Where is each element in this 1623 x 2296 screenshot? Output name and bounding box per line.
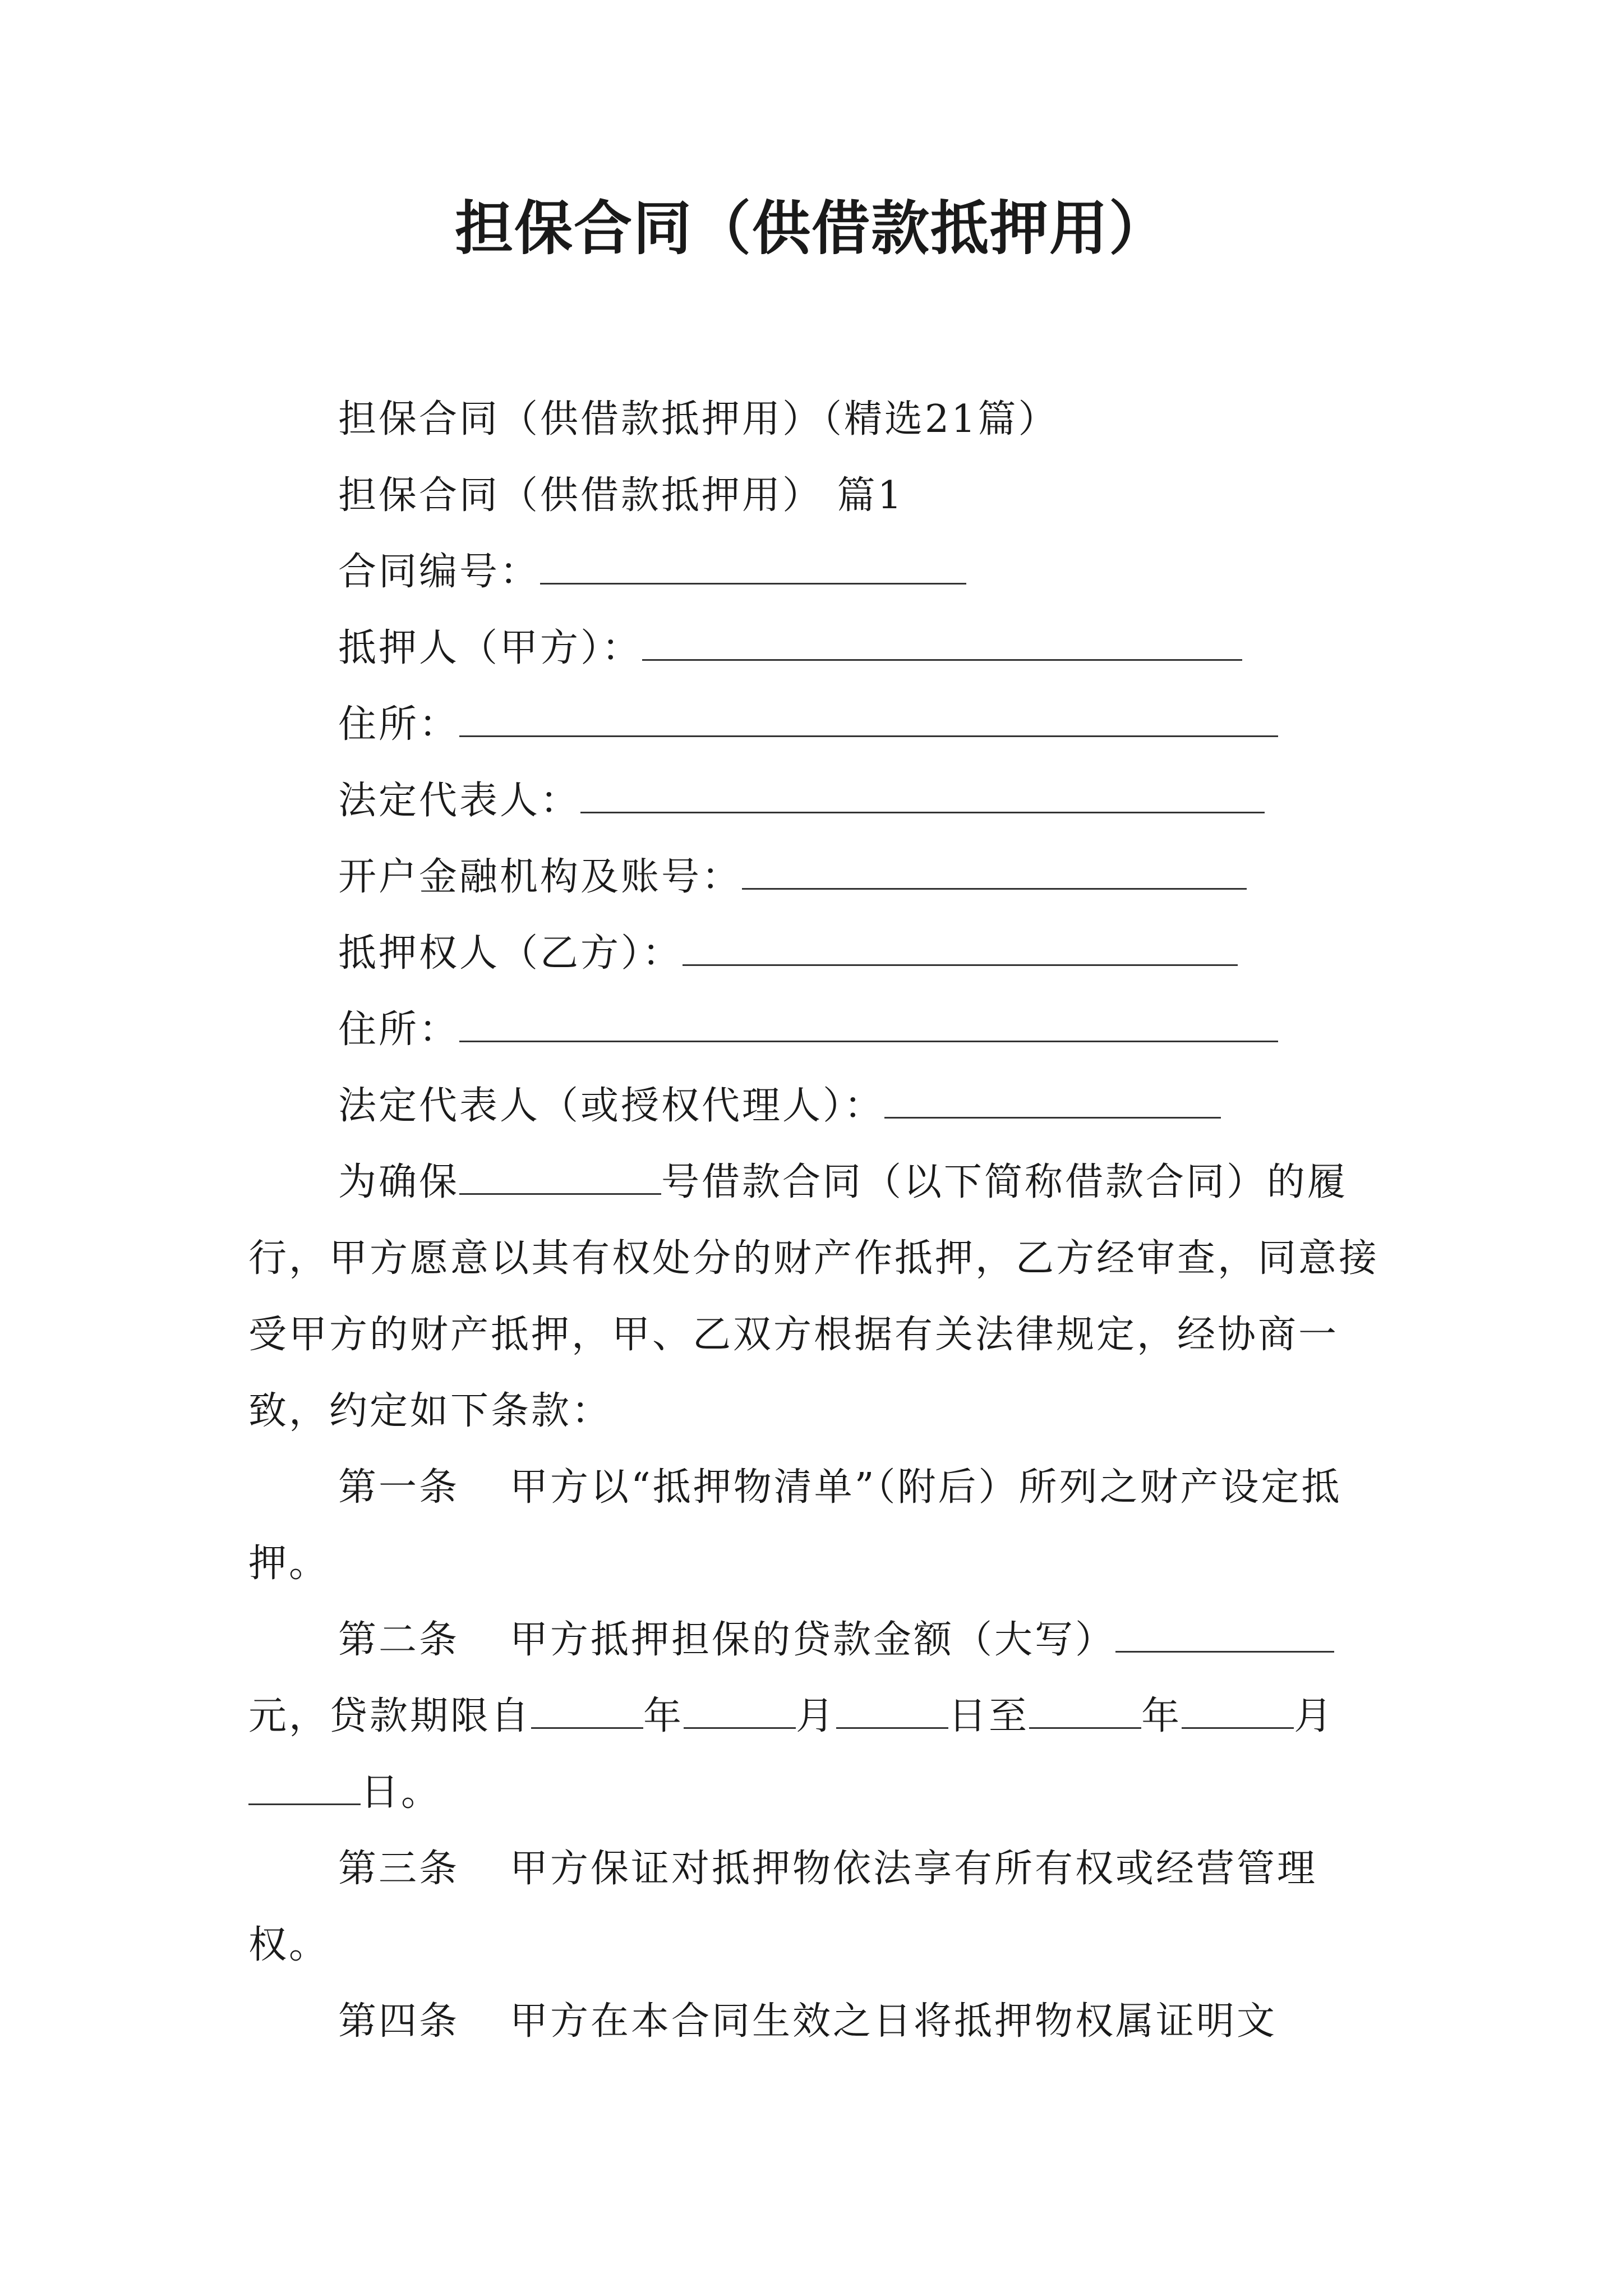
amount-blank[interactable] — [1115, 1612, 1334, 1653]
article-3 — [248, 1831, 1393, 1984]
field-label: 开户金融机构及账号： — [338, 855, 743, 899]
year-label: 年 — [643, 1694, 684, 1738]
field-label: 法定代表人： — [338, 779, 581, 823]
article-2 — [248, 1602, 1393, 1831]
field-mortgagee-address — [248, 992, 1393, 1068]
preamble-prefix: 为确保 — [338, 1160, 460, 1204]
article-text: 甲方保证对抵押物依法享有所有权或经营管理权。 — [248, 1847, 1318, 1967]
fill-in-blank[interactable] — [683, 925, 1238, 966]
fill-in-blank[interactable] — [459, 1001, 1278, 1042]
preamble-text: 号借款合同（以下简称借款合同）的履行，甲方愿意以其有权处分的财产作抵押，乙方经审查，同意接受甲方的财产抵押，甲、乙双方根据有关法律规定，经协商一致，约定如下条款： — [248, 1160, 1380, 1433]
field-mortgagor — [248, 610, 1393, 687]
article-text: 甲方抵押担保的贷款金额（大写） — [510, 1618, 1116, 1662]
article-text: 甲方以“抵押物清单”（附后）所列之财产设定抵押。 — [248, 1465, 1342, 1586]
document-title: 担保合同（供借款抵押用） — [454, 194, 1168, 263]
day-blank[interactable] — [836, 1688, 948, 1729]
month-label: 月 — [796, 1694, 837, 1738]
year-blank[interactable] — [531, 1688, 643, 1729]
to-label: 日至 — [948, 1694, 1030, 1738]
preamble-paragraph — [248, 1144, 1393, 1450]
field-label: 抵押人（甲方）： — [338, 626, 643, 670]
field-label: 合同编号： — [338, 550, 541, 594]
field-authorized-agent — [248, 1068, 1393, 1144]
field-label: 住所： — [338, 1007, 460, 1052]
month-blank[interactable] — [1182, 1688, 1294, 1729]
loan-contract-number-blank[interactable] — [459, 1154, 661, 1195]
document-body — [248, 381, 1393, 2060]
field-bank-account — [248, 839, 1393, 915]
day-blank[interactable] — [248, 1764, 361, 1805]
document-subtitle: 担保合同（供借款抵押用）（精选21篇） — [338, 397, 1059, 441]
day-label: 日。 — [361, 1770, 442, 1815]
article-number: 第三条 — [338, 1847, 460, 1891]
article-number: 第二条 — [338, 1618, 460, 1662]
article-4 — [248, 1984, 1393, 2060]
field-contract-number — [248, 534, 1393, 610]
fill-in-blank[interactable] — [884, 1078, 1221, 1119]
fill-in-blank[interactable] — [459, 696, 1278, 737]
article-number: 第一条 — [338, 1465, 460, 1510]
field-label: 抵押权人（乙方）： — [338, 931, 683, 976]
field-legal-representative — [248, 763, 1393, 839]
section-heading: 担保合同（供借款抵押用） 篇1 — [338, 473, 904, 518]
field-mortgagor-address — [248, 687, 1393, 763]
month-blank[interactable] — [684, 1688, 796, 1729]
fill-in-blank[interactable] — [580, 772, 1265, 813]
field-mortgagee — [248, 915, 1393, 992]
article-text: 元，贷款期限自 — [248, 1694, 532, 1738]
fill-in-blank[interactable] — [742, 849, 1247, 890]
article-1 — [248, 1450, 1393, 1602]
year-label: 年 — [1141, 1694, 1182, 1738]
fill-in-blank[interactable] — [642, 620, 1242, 661]
field-label: 法定代表人（或授权代理人）： — [338, 1084, 885, 1128]
year-blank[interactable] — [1029, 1688, 1141, 1729]
article-number: 第四条 — [338, 1999, 460, 2044]
article-text: 甲方在本合同生效之日将抵押物权属证明文 — [510, 1999, 1278, 2044]
fill-in-blank[interactable] — [540, 544, 966, 585]
month-label: 月 — [1294, 1694, 1335, 1738]
field-label: 住所： — [338, 702, 460, 747]
